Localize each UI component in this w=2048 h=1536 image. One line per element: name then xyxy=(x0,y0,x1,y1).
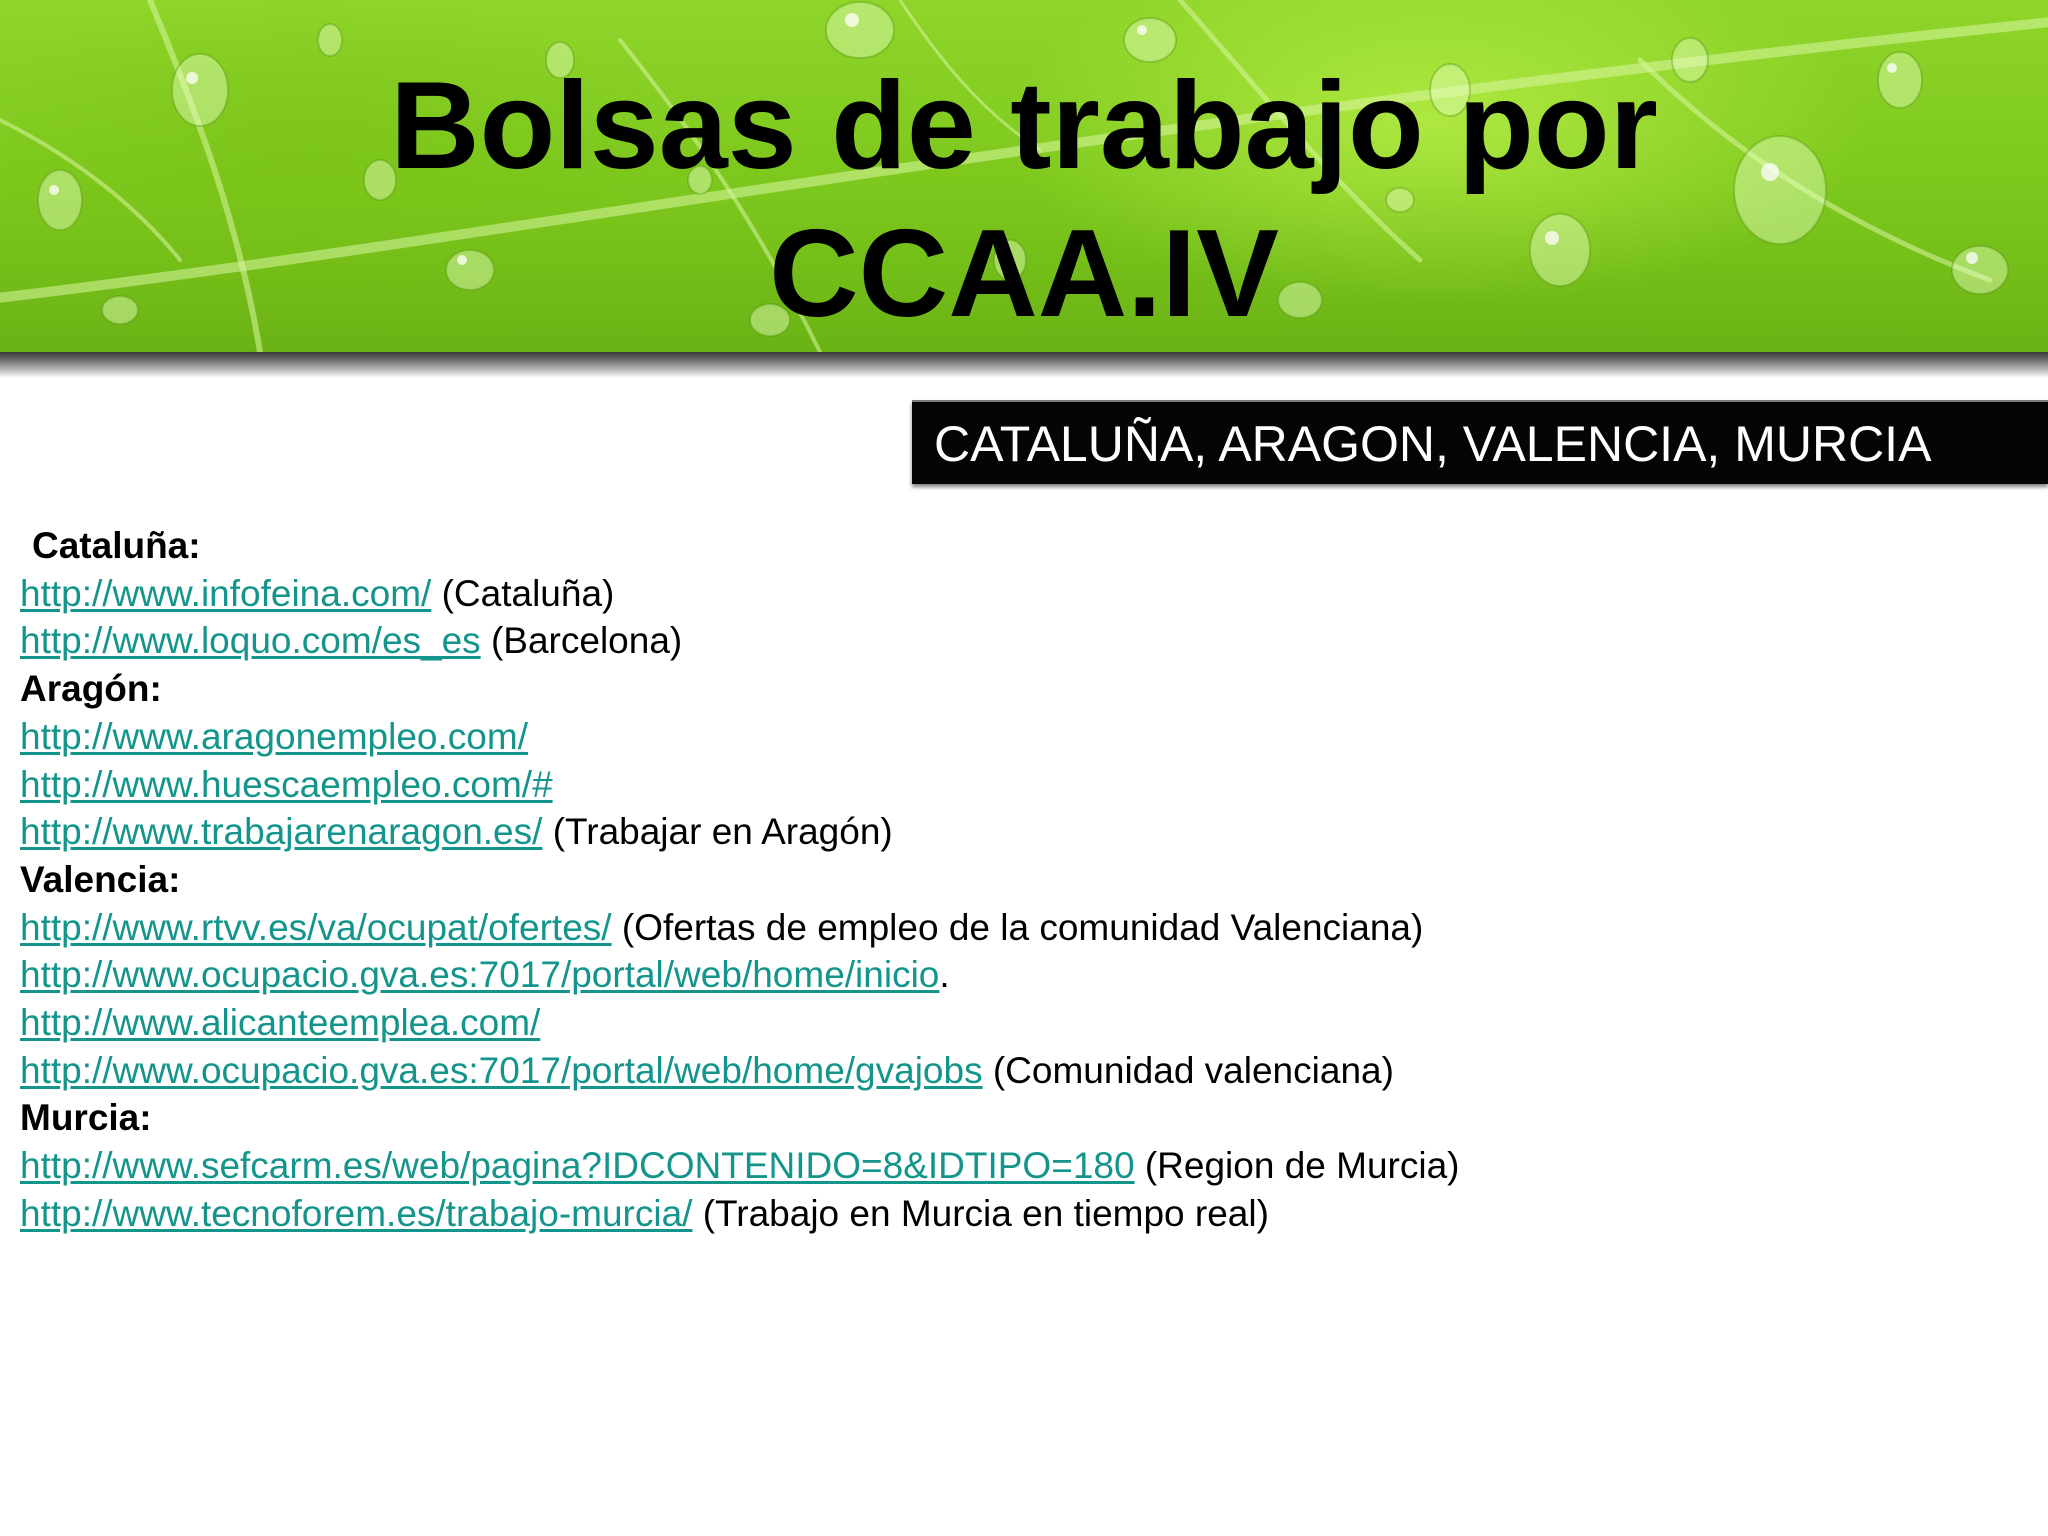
section-heading-murcia: Murcia: xyxy=(20,1097,152,1139)
job-boards-list xyxy=(20,522,2020,1238)
slide-title: Bolsas de trabajo por CCAA.IV xyxy=(390,57,1658,343)
link-note: (Cataluña) xyxy=(431,572,615,614)
link-aragonempleo[interactable]: http://www.aragonempleo.com/ xyxy=(20,715,528,757)
list-item xyxy=(20,713,2020,761)
list-item xyxy=(20,1142,2020,1190)
subtitle-bar xyxy=(912,400,2048,484)
link-loquo[interactable]: http://www.loquo.com/es_es xyxy=(20,620,481,662)
section-heading-valencia: Valencia: xyxy=(20,858,181,900)
link-note: (Comunidad valenciana) xyxy=(982,1049,1394,1091)
header-banner xyxy=(0,0,2048,352)
list-item xyxy=(20,808,2020,856)
list-item xyxy=(20,1047,2020,1095)
section-heading-aragon: Aragón: xyxy=(20,668,162,710)
link-trabajarenaragon[interactable]: http://www.trabajarenaragon.es/ xyxy=(20,811,543,853)
link-rtvv-ocupat[interactable]: http://www.rtvv.es/va/ocupat/ofertes/ xyxy=(20,906,612,948)
link-alicanteemplea[interactable]: http://www.alicanteemplea.com/ xyxy=(20,1002,541,1044)
link-note: (Region de Murcia) xyxy=(1134,1145,1460,1187)
link-note: (Trabajo en Murcia en tiempo real) xyxy=(692,1192,1269,1234)
link-note: . xyxy=(939,954,950,996)
list-item xyxy=(20,951,2020,999)
link-note: (Barcelona) xyxy=(480,620,683,662)
link-note: (Ofertas de empleo de la comunidad Valenciana) xyxy=(611,906,1424,948)
link-sefcarm[interactable]: http://www.sefcarm.es/web/pagina?IDCONTENIDO=8&IDTIPO=180 xyxy=(20,1145,1135,1187)
link-ocupacio-inicio[interactable]: http://www.ocupacio.gva.es:7017/portal/web/home/inicio xyxy=(20,954,940,996)
list-item xyxy=(20,999,2020,1047)
list-item xyxy=(20,617,2020,665)
list-item xyxy=(20,570,2020,618)
section-heading-cataluna: Cataluña: xyxy=(32,525,201,566)
list-item xyxy=(20,761,2020,809)
subtitle-text: CATALUÑA, ARAGON, VALENCIA, MURCIA xyxy=(934,416,1932,472)
link-infofeina[interactable]: http://www.infofeina.com/ xyxy=(20,572,432,614)
link-tecnoforem[interactable]: http://www.tecnoforem.es/trabajo-murcia/ xyxy=(20,1192,693,1234)
list-item xyxy=(20,904,2020,952)
list-item xyxy=(20,1190,2020,1238)
link-ocupacio-gvajobs[interactable]: http://www.ocupacio.gva.es:7017/portal/web/home/gvajobs xyxy=(20,1049,983,1091)
banner-shadow-divider xyxy=(0,352,2048,378)
link-note: (Trabajar en Aragón) xyxy=(542,811,893,853)
link-huescaempleo[interactable]: http://www.huescaempleo.com/# xyxy=(20,763,553,805)
